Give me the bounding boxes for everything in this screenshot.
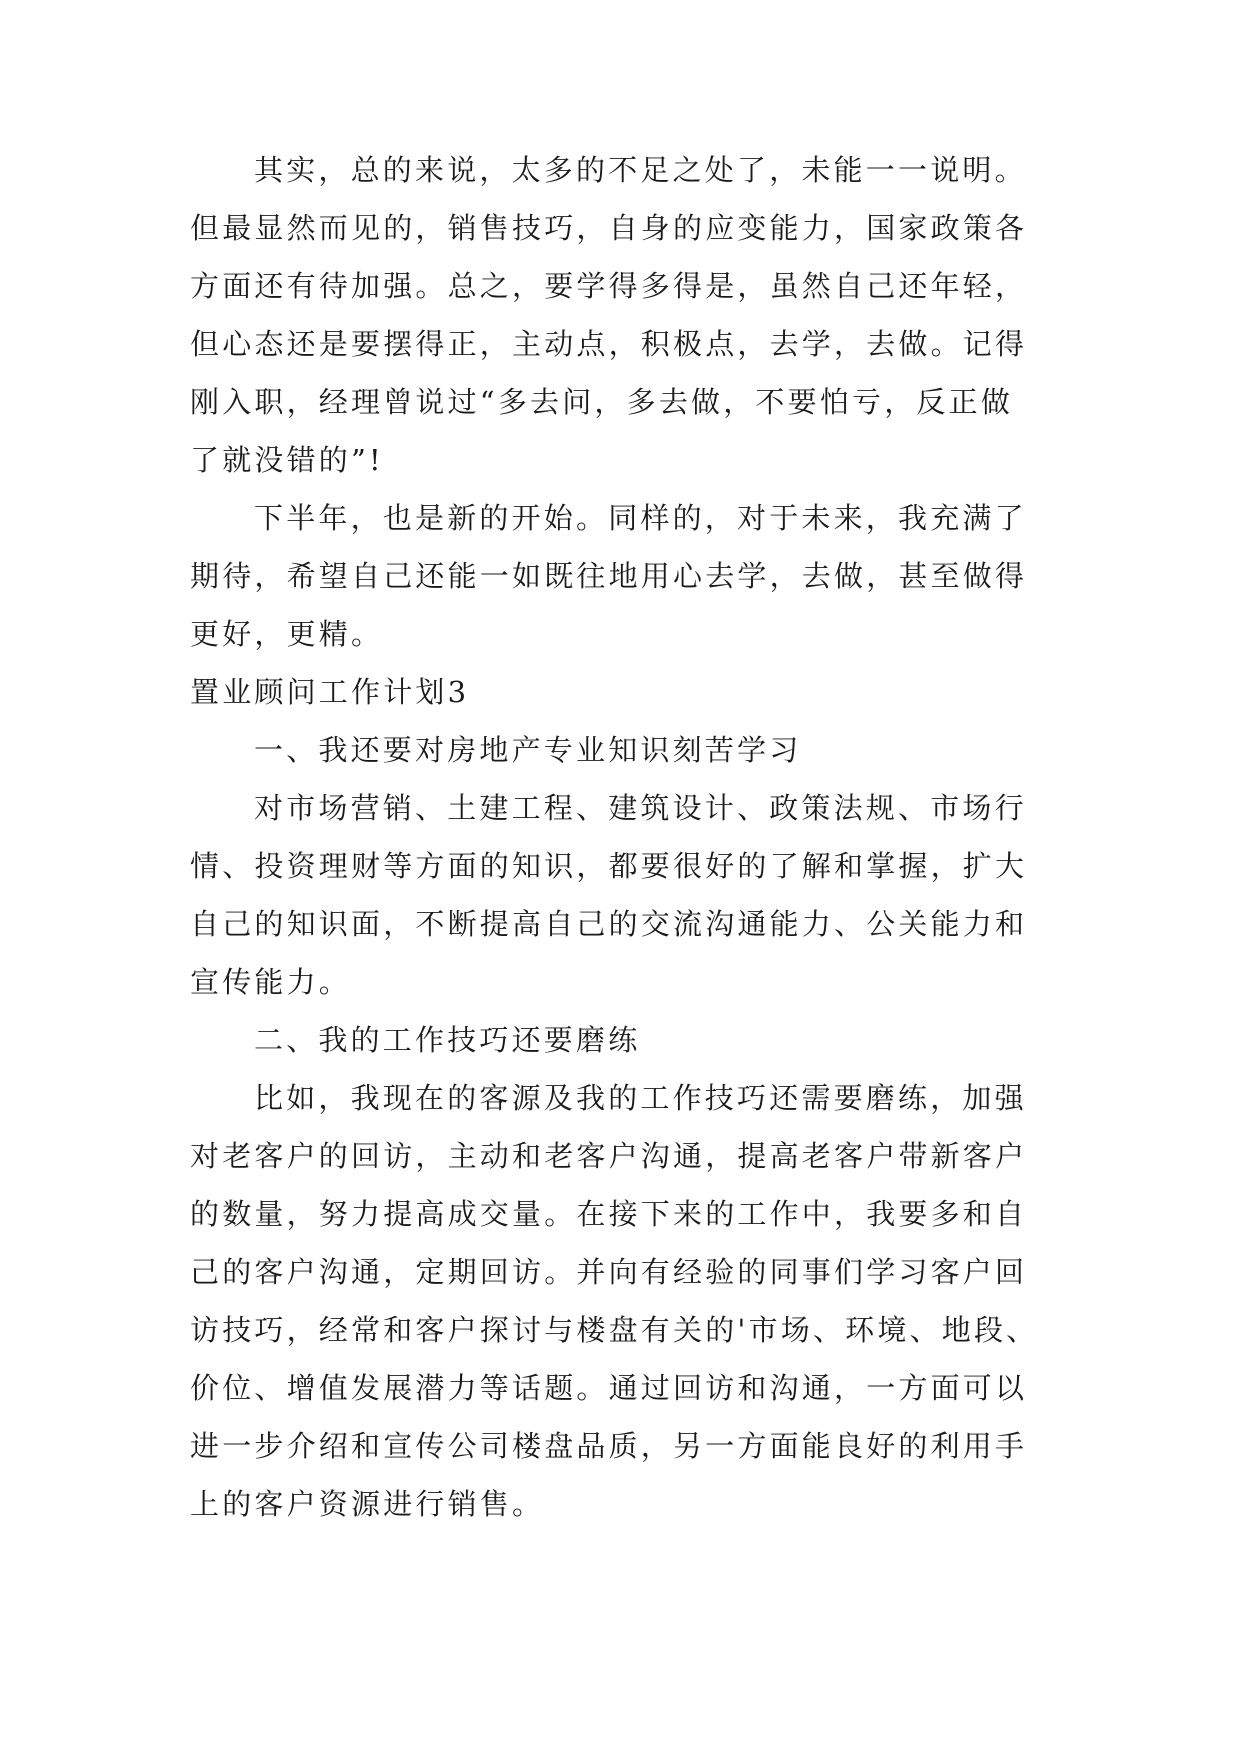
paragraph-line: 了就没错的”! <box>190 443 384 477</box>
paragraph-line: 更好，更精。 <box>190 617 384 651</box>
paragraph-line: 刚入职，经理曾说过“多去问，多去做，不要怕亏，反正做 <box>190 385 1014 419</box>
paragraph-line: 的数量，努力提高成交量。在接下来的工作中，我要多和自 <box>190 1197 1028 1231</box>
section-heading: 置业顾问工作计划3 <box>190 675 470 709</box>
paragraph-line: 宣传能力。 <box>190 965 352 999</box>
paragraph-line: 自己的知识面，不断提高自己的交流沟通能力、公关能力和 <box>190 907 1028 941</box>
paragraph-line: 己的客户沟通，定期回访。并向有经验的同事们学习客户回 <box>190 1255 1028 1289</box>
paragraph-line: 上的客户资源进行销售。 <box>190 1487 545 1521</box>
paragraph-line: 情、投资理财等方面的知识，都要很好的了解和掌握，扩大 <box>190 849 1028 883</box>
paragraph-line: 期待，希望自己还能一如既往地用心去学，去做，甚至做得 <box>190 559 1028 593</box>
paragraph-line: 进一步介绍和宣传公司楼盘品质，另一方面能良好的利用手 <box>190 1429 1028 1463</box>
paragraph-line: 对老客户的回访，主动和老客户沟通，提高老客户带新客户 <box>190 1139 1028 1173</box>
paragraph-line: 访技巧，经常和客户探讨与楼盘有关的'市场、环境、地段、 <box>190 1313 1039 1347</box>
paragraph-line: 但心态还是要摆得正，主动点，积极点，去学，去做。记得 <box>190 327 1028 361</box>
paragraph-line: 比如，我现在的客源及我的工作技巧还需要磨练，加强 <box>254 1081 1027 1115</box>
subsection-heading: 二、我的工作技巧还要磨练 <box>254 1023 641 1057</box>
paragraph-line: 对市场营销、土建工程、建筑设计、政策法规、市场行 <box>254 791 1027 825</box>
paragraph-line: 但最显然而见的，销售技巧，自身的应变能力，国家政策各 <box>190 211 1028 245</box>
paragraph-line: 下半年，也是新的开始。同样的，对于未来，我充满了 <box>254 501 1027 535</box>
subsection-heading: 一、我还要对房地产专业知识刻苦学习 <box>254 733 802 767</box>
paragraph-line: 其实，总的来说，太多的不足之处了，未能一一说明。 <box>254 153 1027 187</box>
paragraph-line: 价位、增值发展潜力等话题。通过回访和沟通，一方面可以 <box>190 1371 1028 1405</box>
paragraph-line: 方面还有待加强。总之，要学得多得是，虽然自己还年轻， <box>190 269 1028 303</box>
